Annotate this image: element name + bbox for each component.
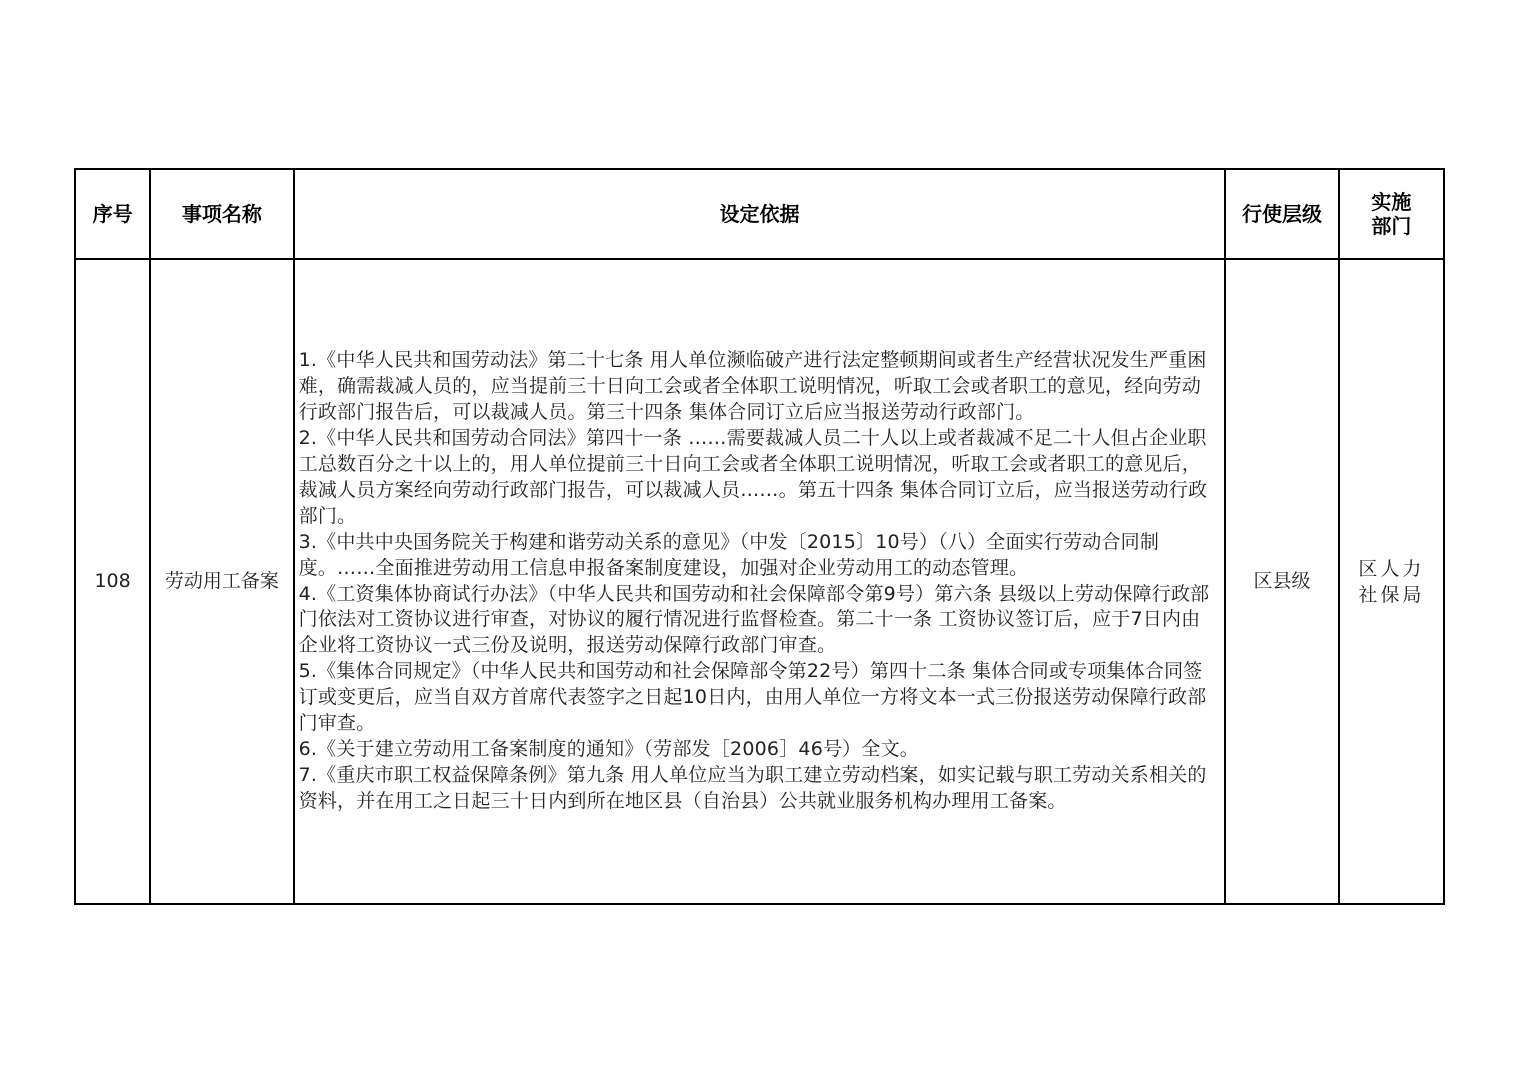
basis-item-2: 2.《中华人民共和国劳动合同法》第四十一条 ……需要裁减人员二十人以上或者裁减不足二十人但占企业职工总数百分之十以上的，用人单位提前三十日向工会或者全体职工说明情况，听取工会或者职工的意见后，裁减人员方案经向劳动行政部门报告，可以裁减人员……。第五十四条 集体合同订立后，应当报送劳动行政部门。 — [298, 427, 1208, 527]
basis-item-4: 4.《工资集体协商试行办法》（中华人民共和国劳动和社会保障部令第9号）第六条 县级以上劳动保障行政部门依法对工资协议进行审查，对协议的履行情况进行监督检查。第二十一条 工资协议签订后，应于7日内由企业将工资协议一式三份及说明，报送劳动保障行政部门审查。 — [298, 582, 1210, 657]
basis-item-3: 3.《中共中央国务院关于构建和谐劳动关系的意见》（中发〔2015〕10号）（八）全面实行劳动合同制度。……全面推进劳动用工信息申报备案制度建设，加强对企业劳动用工的动态管理。 — [298, 530, 1160, 579]
header-basis: 设定依据 — [294, 169, 1226, 259]
header-dept-line2: 部门 — [1371, 214, 1412, 238]
row-seq-cell — [75, 259, 150, 904]
header-level: 行使层级 — [1225, 169, 1338, 259]
header-dept-line1: 实施 — [1371, 190, 1412, 214]
basis-item-5: 5.《集体合同规定》（中华人民共和国劳动和社会保障部令第22号）第四十二条 集体合同或专项集体合同签订或变更后，应当自双方首席代表签字之日起10日内，由用人单位一方将文本一式三份报送劳动保障行政部门审查。 — [298, 660, 1207, 735]
row-dept: 区人力社保局 — [1358, 557, 1425, 606]
row-dept-cell — [1339, 259, 1444, 904]
header-name: 事项名称 — [150, 169, 293, 259]
row-name-cell — [150, 259, 293, 904]
basis-text-block — [295, 348, 1225, 814]
row-level: 区县级 — [1253, 570, 1311, 592]
header-seq: 序号 — [75, 169, 150, 259]
row-level-cell — [1225, 259, 1338, 904]
basis-table — [74, 168, 1445, 905]
row-seq: 108 — [94, 570, 131, 592]
header-dept — [1339, 169, 1444, 259]
basis-item-1: 1.《中华人民共和国劳动法》第二十七条 用人单位濒临破产进行法定整顿期间或者生产经营状况发生严重困难，确需裁减人员的，应当提前三十日向工会或者全体职工说明情况，听取工会或者职工的意见，经向劳动行政部门报告后，可以裁减人员。第三十四条 集体合同订立后应当报送劳动行政部门。 — [298, 349, 1207, 424]
table-row — [75, 259, 1444, 904]
basis-item-6: 6.《关于建立劳动用工备案制度的通知》（劳部发［2006］46号）全文。 — [298, 737, 919, 760]
table-header-row — [75, 169, 1444, 259]
row-basis-cell — [294, 259, 1226, 904]
basis-item-7: 7.《重庆市职工权益保障条例》第九条 用人单位应当为职工建立劳动档案，如实记载与职工劳动关系相关的资料，并在用工之日起三十日内到所在地区县（自治县）公共就业服务机构办理用工备案。 — [298, 763, 1207, 812]
row-name: 劳动用工备案 — [164, 570, 279, 592]
